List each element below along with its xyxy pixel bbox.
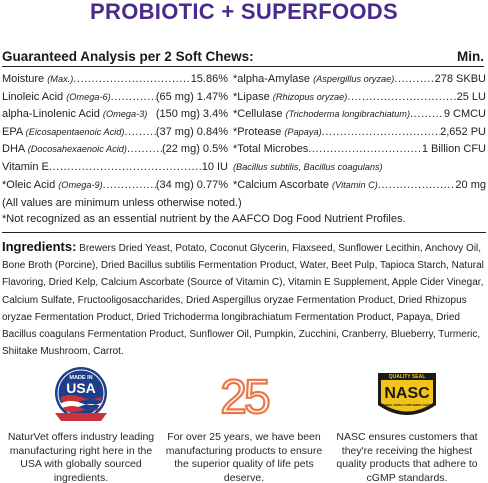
made-in-usa-badge xyxy=(0,363,162,483)
analysis-row: alpha-Linolenic Acid (Omega-3) (150 mg) 3.4% xyxy=(2,108,228,121)
min-label: Min. xyxy=(457,49,484,64)
made-in-usa-text: NaturVet offers industry leading manufacturing right here in the USA with globally sourced ingredients. xyxy=(7,431,155,483)
ingredients-text: Brewers Dried Yeast, Potato, Coconut Glycerin, Flaxseed, Sunflower Lecithin, Anchovy Oil, Bone Broth (Porcine), Dried Bacillus subtilis Fermentation Product, Water, Beet Pulp, Tapioca Starch, Natural Flavoring, Dried Kelp, Calcium Ascorbate (Source of Vitamin C), Vitamin E Supplement, Apple Cider Vinegar, Calcium Sulfate, Fructooligosaccharides, Dried Aspergillus oryzae Fermentation Product, Dried Rhizopus oryzae Fermentation Product, Dried Trichoderma longibrachiatum Fermentation Product, Papaya, Dried Bacillus coagulans Fermentation Product, Sunflower Oil, Pumpkin, Zucchini, Cranberry, Blueberry, Turmeric, Shiitake Mushroom, Carrot. xyxy=(2,243,484,358)
note-aafco: *Not recognized as an essential nutrient by the AAFCO Dog Food Nutrient Profiles. xyxy=(2,213,406,225)
made-in-usa-logo-line1: MADE IN xyxy=(69,375,93,381)
section-divider xyxy=(2,232,486,233)
analysis-row: Moisture (Max.) ..... 15.86% xyxy=(2,71,228,89)
twenty-five-years-logo: 25 xyxy=(220,371,268,424)
analysis-row-sublabel: (Bacillus subtilis, Bacillus coagulans) xyxy=(233,161,383,172)
nasc-seal-caption: QUALITY SEAL xyxy=(388,374,426,380)
nasc-seal-council: NATIONAL ANIMAL SUPPLEMENT COUNCIL xyxy=(379,404,435,407)
guaranteed-analysis-heading: Guaranteed Analysis per 2 Soft Chews: xyxy=(2,49,254,64)
twenty-five-years-text: For over 25 years, we have been manufacturing products to ensure the superior quality of life pets deserve. xyxy=(165,431,323,483)
note-minimum-values: (All values are minimum unless otherwise noted.) xyxy=(2,197,242,209)
page-title: PROBIOTIC + SUPERFOODS xyxy=(90,0,398,24)
analysis-left-column xyxy=(2,71,228,194)
nasc-text: NASC ensures customers that they're receiving the highest quality products that adhere to cGMP standards. xyxy=(336,431,478,483)
analysis-row: *Cellulase (Trichoderma longibrachiatum) ..... 9 CMCU xyxy=(233,106,486,124)
analysis-notes xyxy=(2,195,486,227)
nasc-quality-seal-icon xyxy=(374,363,440,425)
analysis-row: Vitamin E ..... 10 IU xyxy=(2,159,228,177)
made-in-usa-logo-line2: USA xyxy=(66,380,96,396)
nasc-badge xyxy=(326,363,488,483)
analysis-row: *alpha-Amylase (Aspergillus oryzae) ..... 278 SKBU xyxy=(233,71,486,89)
analysis-row: *Lipase (Rhizopus oryzae) ..... 25 LU xyxy=(233,89,486,107)
analysis-right-column xyxy=(233,71,486,194)
analysis-row: *Oleic Acid (Omega-9) ..... (34 mg) 0.77% xyxy=(2,177,228,195)
analysis-row: EPA (Eicosapentaenoic Acid) ..... (37 mg) 0.84% xyxy=(2,124,228,142)
twenty-five-years-badge xyxy=(163,363,325,483)
guaranteed-analysis-header xyxy=(2,49,484,67)
ingredients-section xyxy=(2,238,486,360)
ingredients-label: Ingredients: xyxy=(2,239,77,254)
analysis-row: *Total Microbes ..... 1 Billion CFU xyxy=(233,141,486,159)
nasc-seal-name: NASC xyxy=(384,385,430,402)
analysis-row: DHA (Docosahexaenoic Acid) ..... (22 mg) 0.5% xyxy=(2,141,228,159)
analysis-row: *Calcium Ascorbate (Vitamin C) ..... 20 mg xyxy=(233,177,486,195)
analysis-row: Linoleic Acid (Omega-6) ..... (65 mg) 1.47% xyxy=(2,89,228,107)
analysis-row: *Protease (Papaya) ..... 2,652 PU xyxy=(233,124,486,142)
twenty-five-years-icon xyxy=(212,363,276,425)
made-in-usa-icon xyxy=(49,363,113,425)
